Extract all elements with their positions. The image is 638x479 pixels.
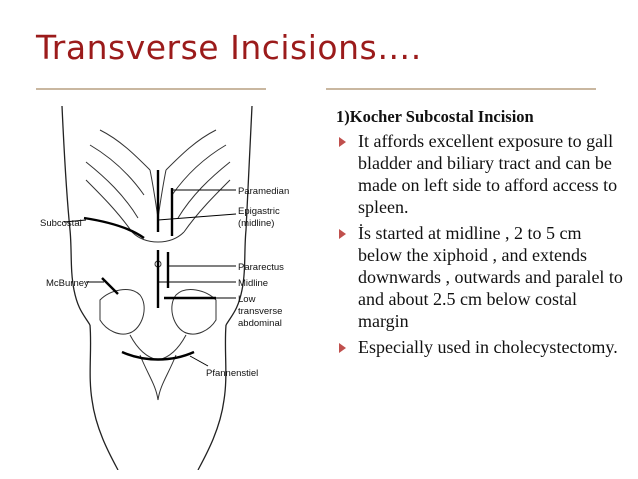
abdominal-incisions-diagram <box>40 100 320 470</box>
label-transverse: transverse <box>238 306 283 317</box>
bullet-item <box>336 336 626 358</box>
slide-body <box>336 106 626 362</box>
label-epigastric: Epigastric <box>238 206 280 217</box>
bullet-text: Especially used in cholecystectomy. <box>358 337 618 357</box>
label-leader-lines <box>64 190 236 366</box>
section-heading: 1)Kocher Subcostal Incision <box>336 107 534 126</box>
label-abdominal: abdominal <box>238 318 282 329</box>
label-low: Low <box>238 294 256 305</box>
label-midline: Midline <box>238 278 269 289</box>
label-paramedian: Paramedian <box>238 186 290 197</box>
label-mcburney: McBurney <box>46 278 89 289</box>
bullet-item <box>336 130 626 218</box>
bullet-arrow-icon <box>339 137 346 147</box>
label-pararectus: Pararectus <box>238 262 284 273</box>
slide-title: Transverse Incisions…. <box>36 28 422 67</box>
label-subcostal: Subcostal <box>40 218 82 229</box>
bullet-text: İs started at midline , 2 to 5 cm below the xiphoid , and extends downwards , outwards and paralel to and about 2.5 cm below costal margin <box>358 223 623 331</box>
label-pfannenstiel: Pfannenstiel <box>206 368 259 379</box>
bullet-arrow-icon <box>339 343 346 353</box>
title-divider-right <box>326 88 596 90</box>
title-divider-left <box>36 88 266 90</box>
bullet-arrow-icon <box>339 229 346 239</box>
label-epigastric-midline: (midline) <box>238 218 275 229</box>
bullet-item <box>336 222 626 332</box>
bullet-text: It affords excellent exposure to gall bladder and biliary tract and can be made on left side to afford access to spleen. <box>358 131 618 217</box>
